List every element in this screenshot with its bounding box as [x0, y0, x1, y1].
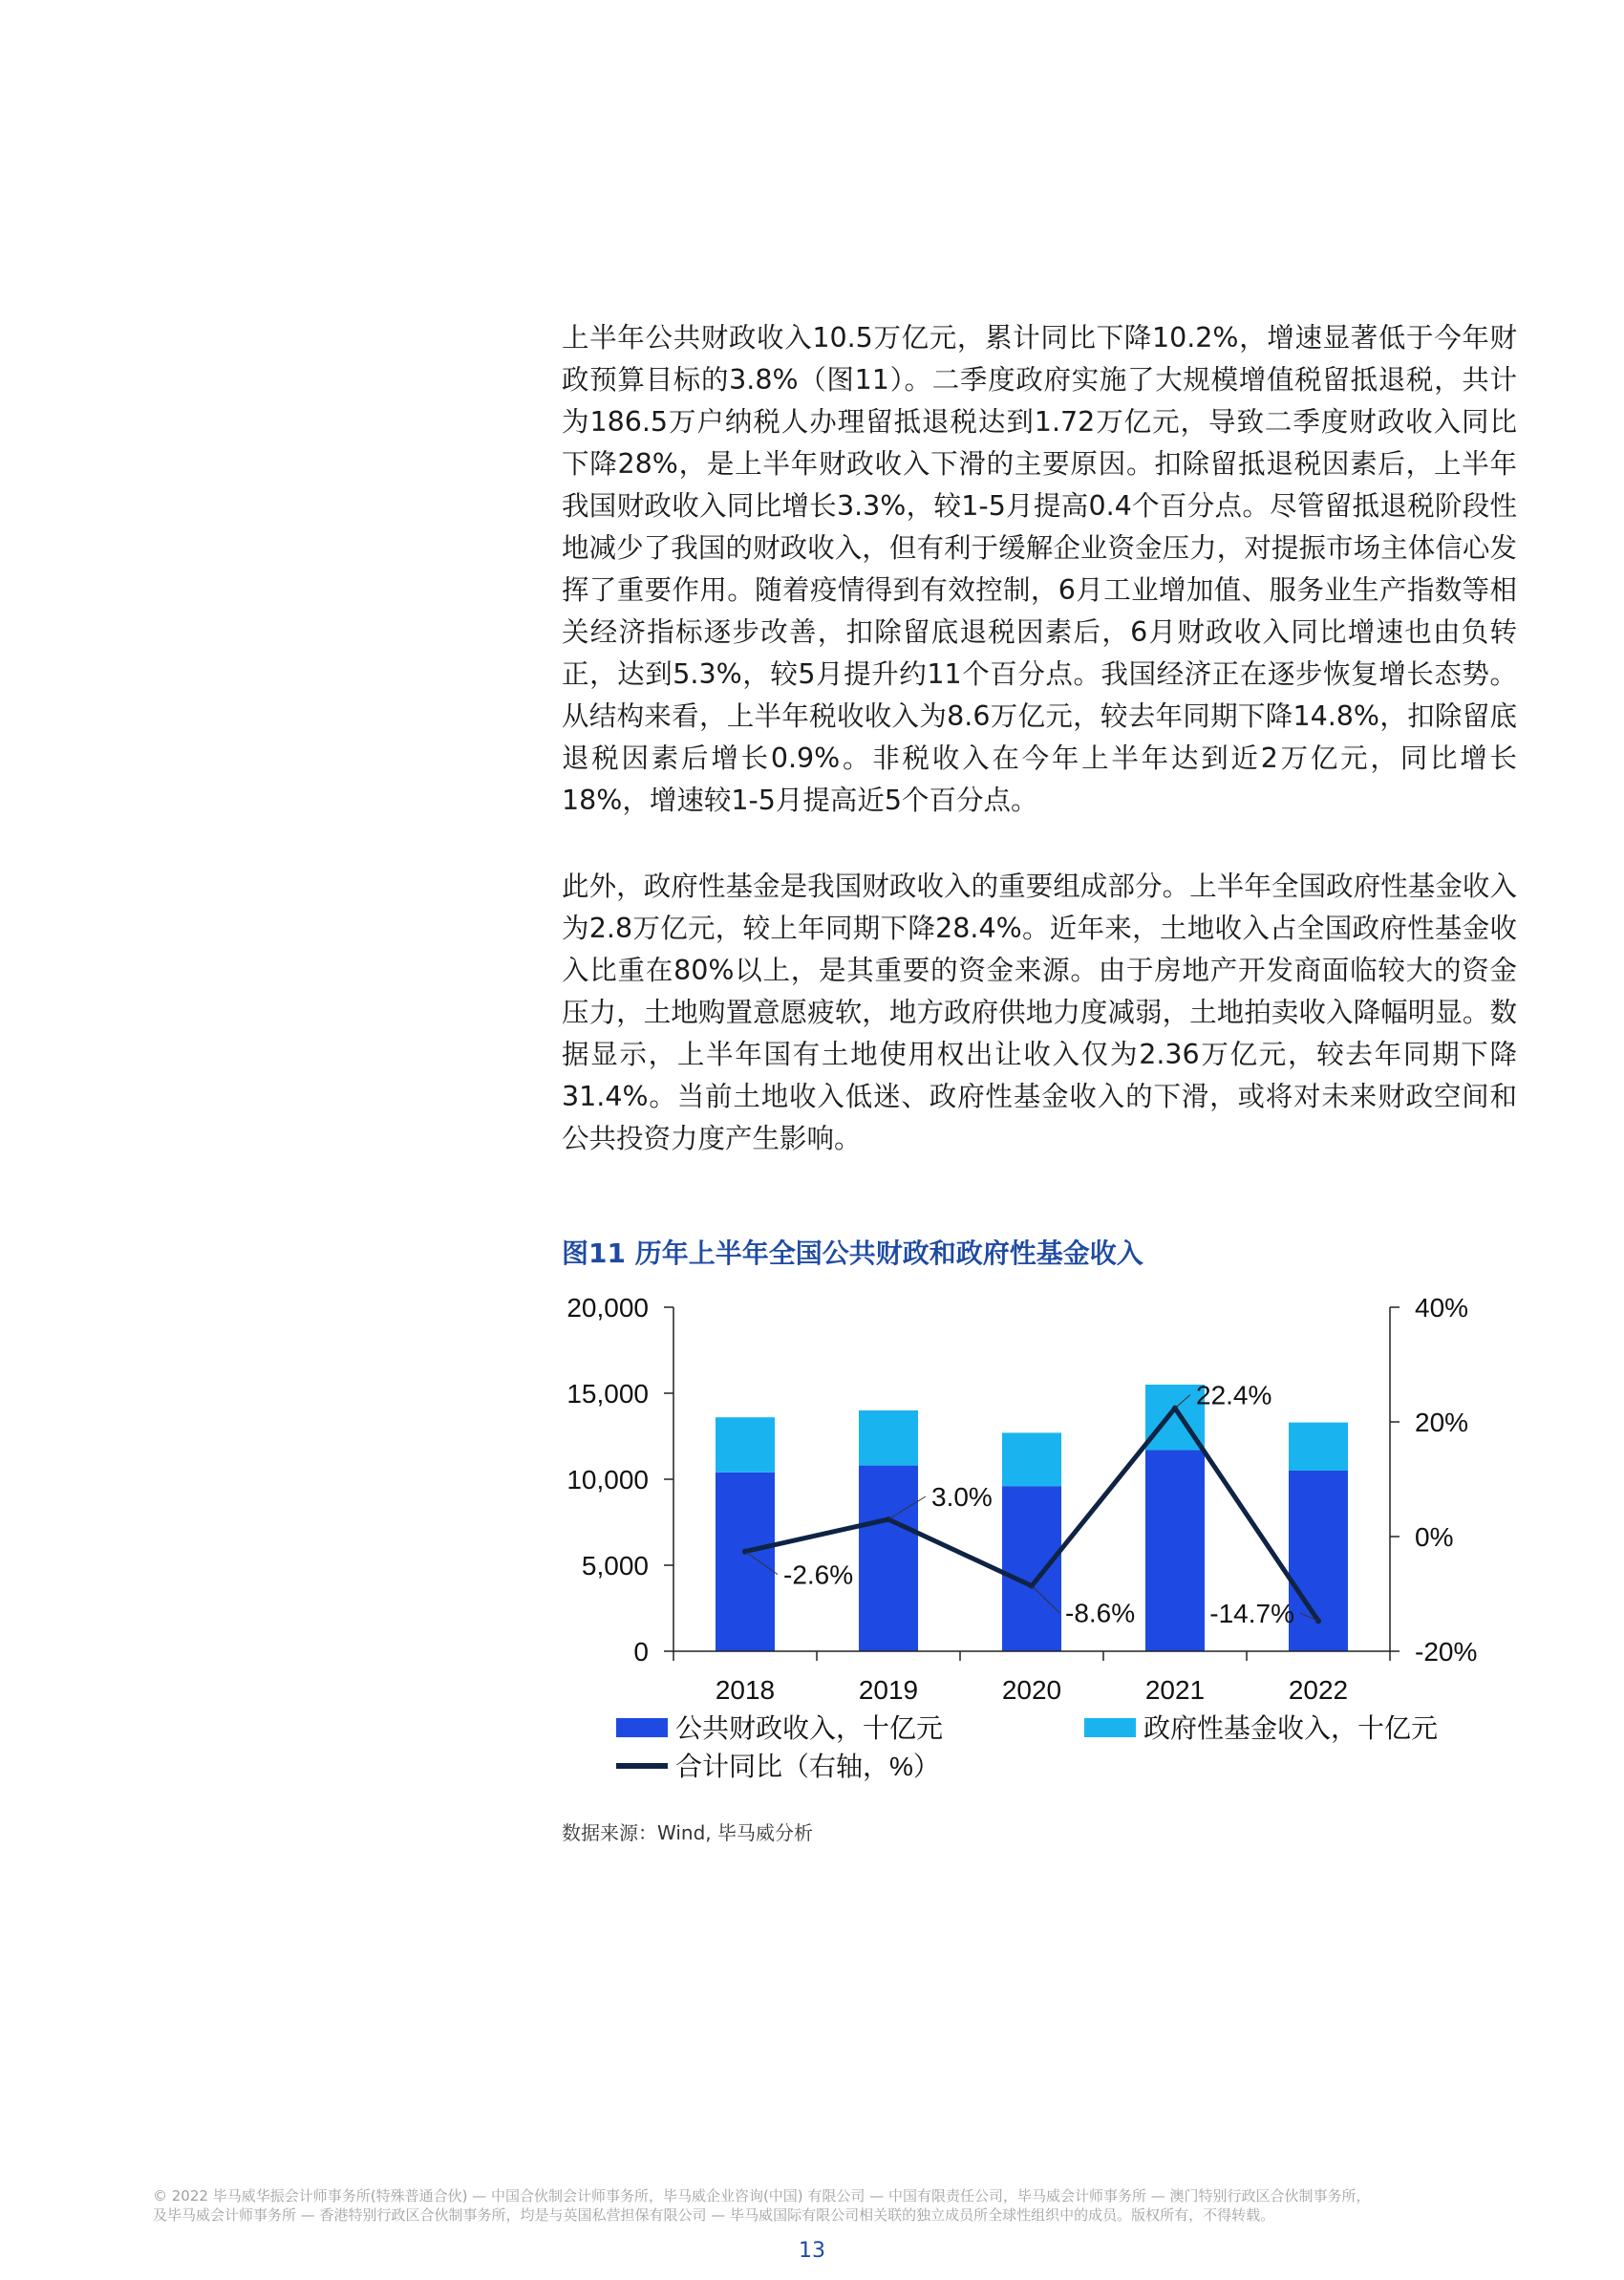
bar-gov-fund-2019 [859, 1410, 918, 1466]
bar-public-finance-2019 [859, 1466, 918, 1651]
bar-gov-fund-2020 [1002, 1432, 1061, 1486]
right-tick-label: 0% [1415, 1522, 1454, 1552]
data-source: 数据来源：Wind, 毕马威分析 [562, 1821, 813, 1844]
data-label-2018: -2.6% [783, 1559, 854, 1590]
bar-gov-fund-2018 [716, 1417, 775, 1473]
x-tick-label: 2020 [1001, 1675, 1062, 1705]
left-tick-label: 0 [633, 1637, 649, 1667]
bar-public-finance-2021 [1145, 1450, 1205, 1651]
yoy-point-2018 [742, 1549, 748, 1555]
x-tick-label: 2021 [1144, 1675, 1206, 1705]
legend-label-public-finance: 公共财政收入，十亿元 [675, 1713, 944, 1743]
x-tick-label: 2018 [715, 1675, 776, 1705]
right-tick-label: 20% [1415, 1408, 1469, 1437]
footer-copyright [153, 2186, 1509, 2225]
bar-gov-fund-2022 [1289, 1423, 1348, 1471]
left-tick-label: 20,000 [566, 1293, 649, 1323]
body-paragraph-2: 此外，政府性基金是我国财政收入的重要组成部分。上半年全国政府性基金收入为2.8万亿元，较上年同期下降28.4%。近年来，土地收入占全国政府性基金收入比重在80%以上，是其重要的资金来源。由于房地产开发商面临较大的资金压力，土地购置意愿疲软，地方政府供地力度减弱，土地拍卖收入降幅明显。数据显示，上半年国有土地使用权出让收入仅为2.36万亿元，较去年同期下降31.4%。当前土地收入低迷、政府性基金收入的下滑，或将对未来财政空间和公共投资力度产生影响。 [562, 871, 1517, 1154]
right-tick-label: 40% [1415, 1293, 1469, 1323]
legend-label-gov-fund: 政府性基金收入，十亿元 [1143, 1713, 1439, 1743]
revenue-chart [535, 1280, 1490, 1796]
bar-public-finance-2022 [1289, 1471, 1348, 1651]
data-label-2022: -14.7% [1209, 1599, 1294, 1629]
left-tick-label: 5,000 [581, 1551, 649, 1581]
left-tick-label: 10,000 [566, 1465, 649, 1495]
data-label-2020: -8.6% [1065, 1598, 1136, 1628]
left-tick-label: 15,000 [566, 1379, 649, 1409]
x-tick-label: 2019 [858, 1675, 919, 1705]
data-label-2019: 3.0% [931, 1482, 993, 1512]
footer-line-1: © 2022 毕马威华振会计师事务所(特殊普通合伙) — 中国合伙制会计师事务所，毕马威企业咨询(中国) 有限公司 — 中国有限责任公司，毕马威会计师事务所 — 澳门特别行政区合伙制事务所， [153, 2187, 1371, 2205]
figure-title: 图11 历年上半年全国公共财政和政府性基金收入 [562, 1237, 1143, 1269]
legend-swatch-public-finance [616, 1718, 668, 1737]
legend-label-yoy: 合计同比（右轴，%） [675, 1752, 940, 1781]
bar-public-finance-2020 [1002, 1486, 1061, 1651]
body-paragraph-1: 上半年公共财政收入10.5万亿元，累计同比下降10.2%，增速显著低于今年财政预算目标的3.8%（图11）。二季度政府实施了大规模增值税留抵退税，共计为186.5万户纳税人办理留抵退税达到1.72万亿元，导致二季度财政收入同比下降28%，是上半年财政收入下滑的主要原因。扣除留抵退税因素后，上半年我国财政收入同比增长3.3%，较1-5月提高0.4个百分点。尽管留抵退税阶段性地减少了我国的财政收入，但有利于缓解企业资金压力，对提振市场主体信心发挥了重要作用。随着疫情得到有效控制，6月工业增加值、服务业生产指数等相关经济指标逐步改善，扣除留底退税因素后，6月财政收入同比增速也由负转正，达到5.3%，较5月提升约11个百分点。我国经济正在逐步恢复增长态势。从结构来看，上半年税收收入为8.6万亿元，较去年同期下降14.8%，扣除留底退税因素后增长0.9%。非税收入在今年上半年达到近2万亿元，同比增长18%，增速较1-5月提高近5个百分点。 [562, 322, 1517, 816]
data-label-2021: 22.4% [1196, 1380, 1272, 1410]
right-tick-label: -20% [1415, 1637, 1478, 1667]
page-number: 13 [799, 2239, 825, 2263]
footer-line-2: 及毕马威会计师事务所 — 香港特别行政区合伙制事务所，均是与英国私营担保有限公司 — 毕马威国际有限公司相关联的独立成员所全球性组织中的成员。版权所有，不得转载。 [153, 2206, 1275, 2224]
legend-swatch-gov-fund [1084, 1718, 1136, 1737]
bar-public-finance-2018 [716, 1473, 775, 1651]
x-tick-label: 2022 [1288, 1675, 1349, 1705]
